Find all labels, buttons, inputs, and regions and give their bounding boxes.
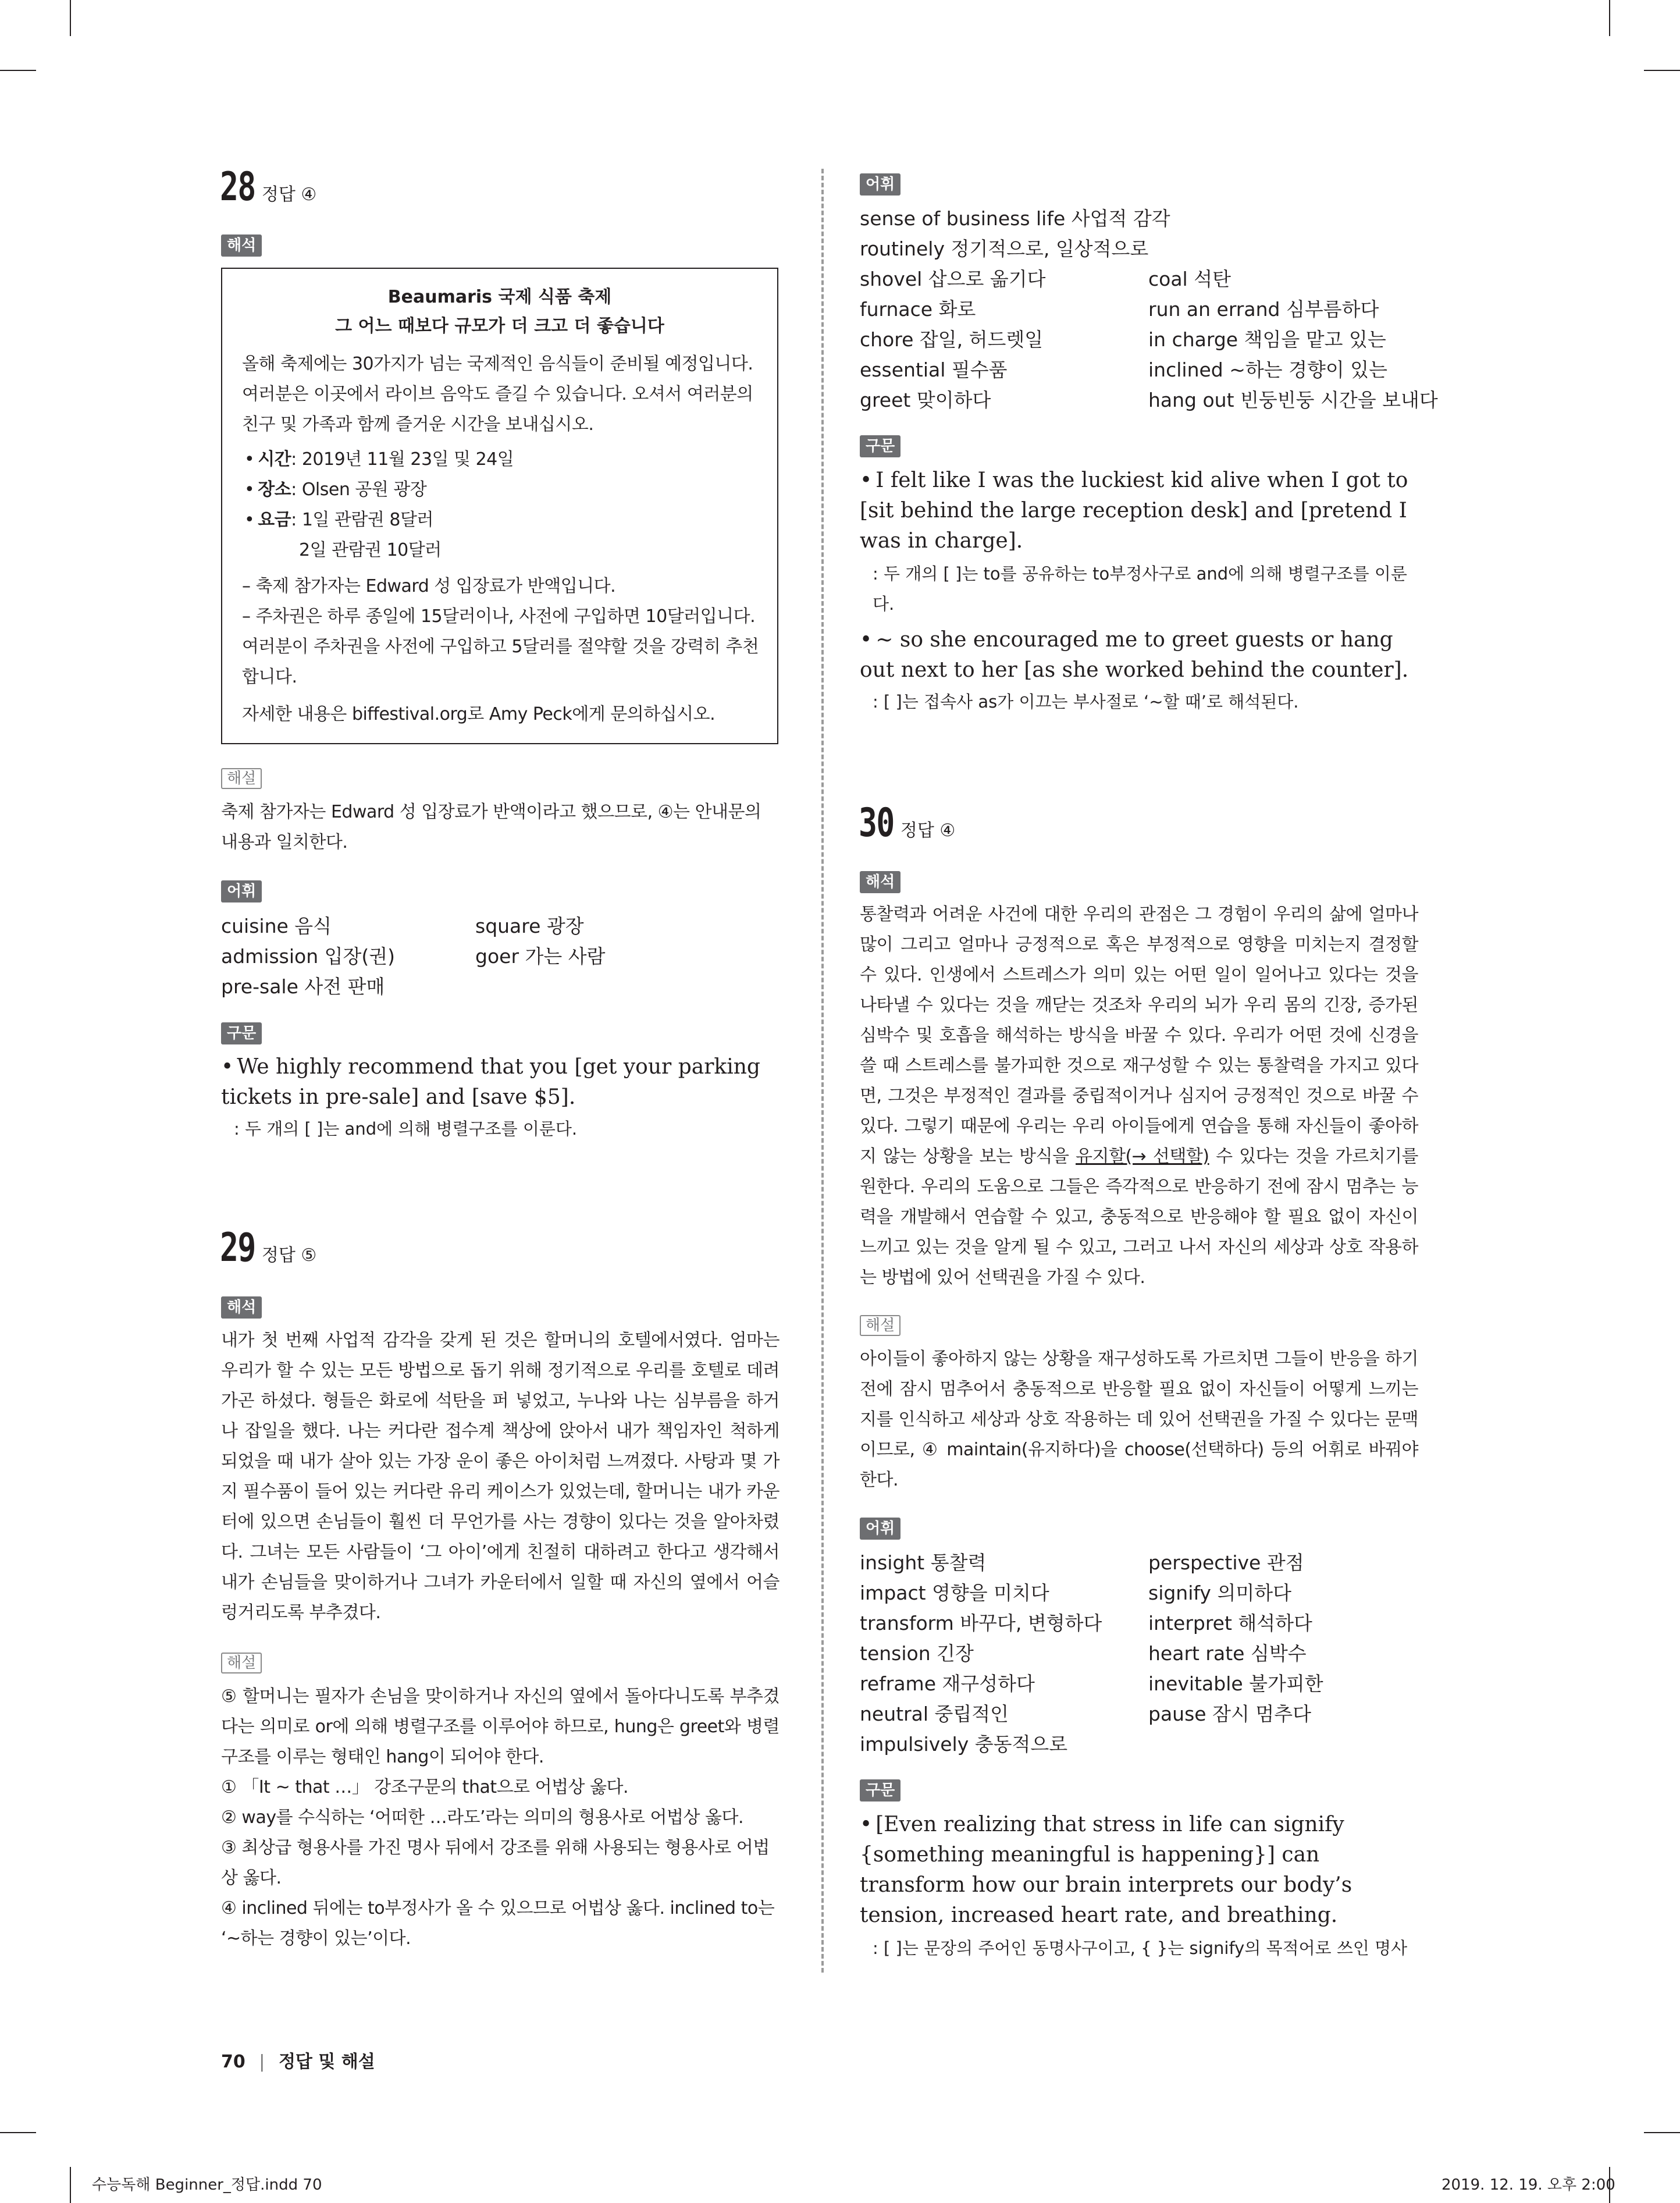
q29-vocab — [860, 204, 1438, 415]
translation-text: 통찰력과 어려운 사건에 대한 우리의 관점은 그 경험이 우리의 삶에 얼마나 많이 그리고 얼마나 긍정적으로 혹은 부정적으로 영향을 미치는지 결정할 수 있다. 인생에서 스트레스가 의미 있는 어떤 일이 일어나고 있다는 것을 나타낼 수 있다는 것을 깨닫는 것조차 우리의 뇌가 우리 몸의 긴장, 증가된 심박수 및 호흡을 해석하는 방식을 바꿀 수 있다. 우리가 어떤 것에 신경을 쓸 때 스트레스를 불가피한 것으로 재구성할 수 있는 통찰력을 가지고 있다면, 그것은 부정적인 결과를 중립적이거나 심지어 긍정적인 것으로 바꿀 수 있다. 그렇기 때문에 우리는 우리 아이들에게 연습을 통해 자신들이 좋아하지 않는 상황을 보는 방식을 — [860, 904, 1418, 1167]
vocab-row — [860, 1548, 1323, 1578]
vocab-term: coal 석탄 — [1148, 268, 1231, 290]
bullet-icon — [221, 1055, 237, 1079]
q29-vocab-tag: 어휘 — [860, 173, 900, 196]
q28-vocab-tag: 어휘 — [221, 880, 262, 902]
vocab-row — [860, 325, 1438, 355]
q28-notice-box — [221, 268, 778, 744]
notice-intro: 올해 축제에는 30가지가 넘는 국제적인 음식들이 준비될 예정입니다. 여러분은 이곳에서 라이브 음악도 즐길 수 있습니다. 오셔서 여러분의 친구 및 가족과 함께 즐거운 시간을 보내십시오. — [242, 354, 753, 435]
crop-mark — [70, 2167, 71, 2203]
translation-text: 수 있다는 것을 가르치기를 원한다. 우리의 도움으로 그들은 즉각적으로 반응하기 전에 잠시 멈추는 능력을 개발해서 연습할 수 있고, 충동적으로 반응해야 할 필요 없이 자신이 느끼고 있는 것을 알게 될 수 있고, 그러고 나서 자신의 세상과 상호 작용하는 방법에 있어 선택권을 가질 수 있다. — [860, 1146, 1418, 1288]
q29-explain-2: ① 「It ~ that …」 강조구문의 that으로 어법상 옳다. — [221, 1777, 629, 1797]
crop-mark — [1609, 0, 1610, 36]
q28-syntax-note: : 두 개의 [ ]는 and에 의해 병렬구조를 이룬다. — [234, 1119, 578, 1139]
q30-answer: 정답 ④ — [900, 820, 956, 841]
vocab-term: run an errand 심부름하다 — [1148, 298, 1379, 321]
crop-mark — [0, 2132, 36, 2133]
syntax-text: [Even realizing that stress in life can signify {something meaningful is happening}] can transform how our brain interprets our body’s tension, increased heart rate, and breathing. — [860, 1813, 1352, 1927]
vocab-term: pause 잠시 멈추다 — [1148, 1703, 1311, 1725]
vocab-term: perspective 관점 — [1148, 1551, 1304, 1574]
vocab-term: in charge 책임을 맡고 있는 — [1148, 328, 1386, 351]
vocab-term: sense of business life 사업적 감각 — [860, 207, 1170, 230]
notice-contact: 자세한 내용은 biffestival.org로 Amy Peck에게 문의하십시오. — [242, 704, 716, 724]
vocab-term: impulsively 충동적으로 — [860, 1733, 1068, 1756]
vocab-term: chore 잡일, 허드렛일 — [860, 328, 1044, 351]
vocab-term: greet 맞이하다 — [860, 389, 991, 411]
place-label: 장소 — [258, 479, 291, 500]
q29-translation-tag: 해석 — [221, 1296, 262, 1319]
q28-number: 28 — [220, 164, 255, 210]
time-label: 시간 — [258, 449, 291, 470]
notice-fee — [244, 505, 433, 535]
crop-mark — [70, 0, 71, 36]
vocab-row — [860, 1608, 1323, 1639]
q28-explain-tag: 해설 — [221, 768, 262, 789]
vocab-term: interpret 해석하다 — [1148, 1612, 1312, 1635]
q30-vocab — [860, 1548, 1323, 1760]
q29-explain-tag: 해설 — [221, 1653, 262, 1673]
q29-explain-1: ⑤ 할머니는 필자가 손님을 맞이하거나 자신의 옆에서 돌아다니도록 부추겼다는 의미로 or에 의해 병렬구조를 이루어야 하므로, hung은 greet와 병렬구조를 이루는 형태인 hang이 되어야 한다. — [221, 1686, 780, 1767]
q29-syntax-sentence-1 — [860, 466, 1418, 556]
bullet-icon — [860, 1813, 875, 1836]
q30-syntax-note: : [ ]는 문장의 주어인 동명사구이고, { }는 signify의 목적어로 쓰인 명사 — [873, 1938, 1408, 1958]
q29-syntax-sentence-2 — [860, 625, 1418, 685]
notice-time — [244, 445, 514, 475]
vocab-row — [860, 355, 1438, 385]
q29-answer: 정답 ⑤ — [261, 1245, 317, 1266]
print-date-info: 2019. 12. 19. 오후 2:00 — [1441, 2176, 1615, 2194]
vocab-term: essential 필수품 — [860, 358, 1008, 381]
notice-title-1: Beaumaris 국제 식품 축제 — [387, 287, 612, 307]
vocab-term: hang out 빈둥빈둥 시간을 보내다 — [1148, 389, 1438, 411]
translation-underlined: 유지할(→ 선택할) — [1076, 1146, 1209, 1167]
q30-explain: 아이들이 좋아하지 않는 상황을 재구성하도록 가르치면 그들이 반응을 하기 전에 잠시 멈추어서 충동적으로 반응할 필요 없이 자신들이 어떻게 느끼는지를 인식하고 세상과 상호 작용하는 데 있어 선택권을 가질 수 있다는 문맥이므로, ④ maintain(유지하다)을 choose(선택하다) 등의 어휘로 바꿔야 한다. — [860, 1349, 1418, 1490]
fee-value-1: : 1일 관람권 8달러 — [291, 510, 433, 530]
vocab-term: insight 통찰력 — [860, 1551, 987, 1574]
q28-syntax-tag: 구문 — [221, 1022, 262, 1044]
notice-place — [244, 475, 426, 505]
vocab-term: heart rate 심박수 — [1148, 1642, 1307, 1665]
vocab-term: reframe 재구성하다 — [860, 1672, 1035, 1695]
q28-explain: 축제 참가자는 Edward 성 입장료가 반액이라고 했으므로, ④는 안내문의 내용과 일치한다. — [221, 802, 761, 852]
vocab-term: admission 입장(권) — [221, 945, 396, 968]
vocab-term: tension 긴장 — [860, 1642, 974, 1665]
page-number: 70 — [221, 2052, 245, 2072]
q30-heading — [859, 800, 955, 846]
q28-vocab — [221, 911, 606, 1002]
crop-mark — [1644, 2132, 1680, 2133]
vocab-term: goer 가는 사람 — [475, 945, 606, 968]
notice-dash-1: – 축제 참가자는 Edward 성 입장료가 반액입니다. — [242, 576, 616, 596]
crop-mark — [0, 70, 36, 71]
footer-title: 정답 및 해설 — [278, 2052, 375, 2072]
vocab-row — [860, 1669, 1323, 1699]
q29-syntax-note-1: : 두 개의 [ ]는 to를 공유하는 to부정사구로 and에 의해 병렬구조를 이룬다. — [873, 564, 1407, 614]
vocab-row — [860, 1578, 1323, 1608]
vocab-term: routinely 정기적으로, 일상적으로 — [860, 237, 1149, 260]
vocab-term: neutral 중립적인 — [860, 1703, 1009, 1725]
vocab-row — [860, 234, 1438, 264]
q30-vocab-tag: 어휘 — [860, 1518, 900, 1540]
q29-heading — [220, 1225, 316, 1271]
q30-syntax-sentence — [860, 1810, 1418, 1931]
q30-syntax-tag: 구문 — [860, 1779, 900, 1802]
vocab-term: inevitable 불가피한 — [1148, 1672, 1323, 1695]
notice-title-2: 그 어느 때보다 규모가 더 크고 더 좋습니다 — [335, 316, 664, 336]
q29-syntax-tag: 구문 — [860, 435, 900, 457]
vocab-row — [860, 1729, 1323, 1760]
q28-heading — [220, 164, 316, 210]
vocab-term: shovel 삽으로 옮기다 — [860, 268, 1046, 290]
vocab-term: impact 영향을 미치다 — [860, 1582, 1049, 1604]
vocab-term: square 광장 — [475, 915, 584, 937]
vocab-row — [860, 294, 1438, 325]
fee-label: 요금 — [258, 510, 291, 530]
vocab-row — [221, 972, 606, 1002]
vocab-term: pre-sale 사전 판매 — [221, 975, 385, 998]
q29-translation: 내가 첫 번째 사업적 감각을 갖게 된 것은 할머니의 호텔에서였다. 엄마는 우리가 할 수 있는 모든 방법으로 돕기 위해 정기적으로 우리를 호텔로 데려가곤 하셨다. 형들은 화로에 석탄을 퍼 넣었고, 누나와 나는 심부름을 하거나 잡일을 했다. 나는 커다란 접수계 책상에 앉아서 내가 책임자인 척하게 되었을 때 내가 살아 있는 가장 운이 좋은 아이처럼 느껴졌다. 사탕과 몇 가지 필수품이 들어 있는 커다란 유리 케이스가 있었는데, 할머니는 내가 카운터에 있으면 손님들이 훨씬 더 무언가를 사는 경향이 있다는 것을 알아차렸다. 그녀는 모든 사람들이 ‘그 아이’에게 친절히 대하려고 한다고 생각해서 내가 손님들을 맞이하거나 그녀가 카운터에서 일할 때 자신의 옆에서 어슬렁거리도록 부추겼다. — [221, 1330, 780, 1623]
syntax-text: I felt like I was the luckiest kid alive when I got to [sit behind the large reception desk] and [pretend I was in charge]. — [860, 468, 1408, 553]
vocab-row — [860, 1639, 1323, 1669]
vocab-row — [221, 911, 606, 941]
vocab-term: cuisine 음식 — [221, 915, 332, 937]
q30-number: 30 — [859, 800, 894, 846]
vocab-row — [221, 941, 606, 972]
crop-mark — [1644, 70, 1680, 71]
q28-answer: 정답 ④ — [261, 184, 317, 205]
syntax-text: We highly recommend that you [get your parking tickets in pre-sale] and [save $5]. — [221, 1055, 760, 1109]
q29-number: 29 — [220, 1225, 255, 1271]
vocab-term: signify 의미하다 — [1148, 1582, 1291, 1604]
syntax-text: ~ so she encouraged me to greet guests or hang out next to her [as she worked behind the counter]. — [860, 628, 1409, 682]
q30-explain-tag: 해설 — [860, 1315, 900, 1336]
place-value: : Olsen 공원 광장 — [291, 479, 427, 500]
q29-explain-3: ② way를 수식하는 ‘어떠한 …라도’라는 의미의 형용사로 어법상 옳다. — [221, 1807, 743, 1828]
time-value: : 2019년 11월 23일 및 24일 — [291, 449, 514, 470]
q28-translation-tag: 해석 — [221, 234, 262, 257]
vocab-term: transform 바꾸다, 변형하다 — [860, 1612, 1102, 1635]
print-file-info: 수능독해 Beginner_정답.indd 70 — [92, 2176, 322, 2194]
vocab-row — [860, 204, 1438, 234]
bullet-icon — [860, 628, 875, 652]
notice-fee-2: 2일 관람권 10달러 — [299, 540, 442, 560]
footer-separator: | — [259, 2052, 265, 2072]
q29-explain-5: ④ inclined 뒤에는 to부정사가 올 수 있으므로 어법상 옳다. inclined to는 ‘~하는 경향이 있는’이다. — [221, 1898, 775, 1949]
vocab-term: furnace 화로 — [860, 298, 976, 321]
q29-explain-4: ③ 최상급 형용사를 가진 명사 뒤에서 강조를 위해 사용되는 형용사로 어법상 옳다. — [221, 1838, 770, 1888]
vocab-row — [860, 1699, 1323, 1729]
vocab-row — [860, 264, 1438, 294]
q29-syntax-note-2: : [ ]는 접속사 as가 이끄는 부사절로 ‘~할 때’로 해석된다. — [873, 692, 1299, 712]
column-divider — [821, 169, 824, 1973]
q28-syntax-sentence — [221, 1052, 780, 1113]
vocab-term: inclined ~하는 경향이 있는 — [1148, 358, 1387, 381]
vocab-row — [860, 385, 1438, 415]
q30-translation-tag: 해석 — [860, 871, 900, 893]
q30-translation — [860, 900, 1418, 1293]
page-footer — [221, 2047, 375, 2073]
notice-dash-2: – 주차권은 하루 종일에 15달러이나, 사전에 구입하면 10달러입니다. 여러분이 주차권을 사전에 구입하고 5달러를 절약할 것을 강력히 추천합니다. — [242, 606, 759, 687]
bullet-icon — [860, 468, 875, 492]
